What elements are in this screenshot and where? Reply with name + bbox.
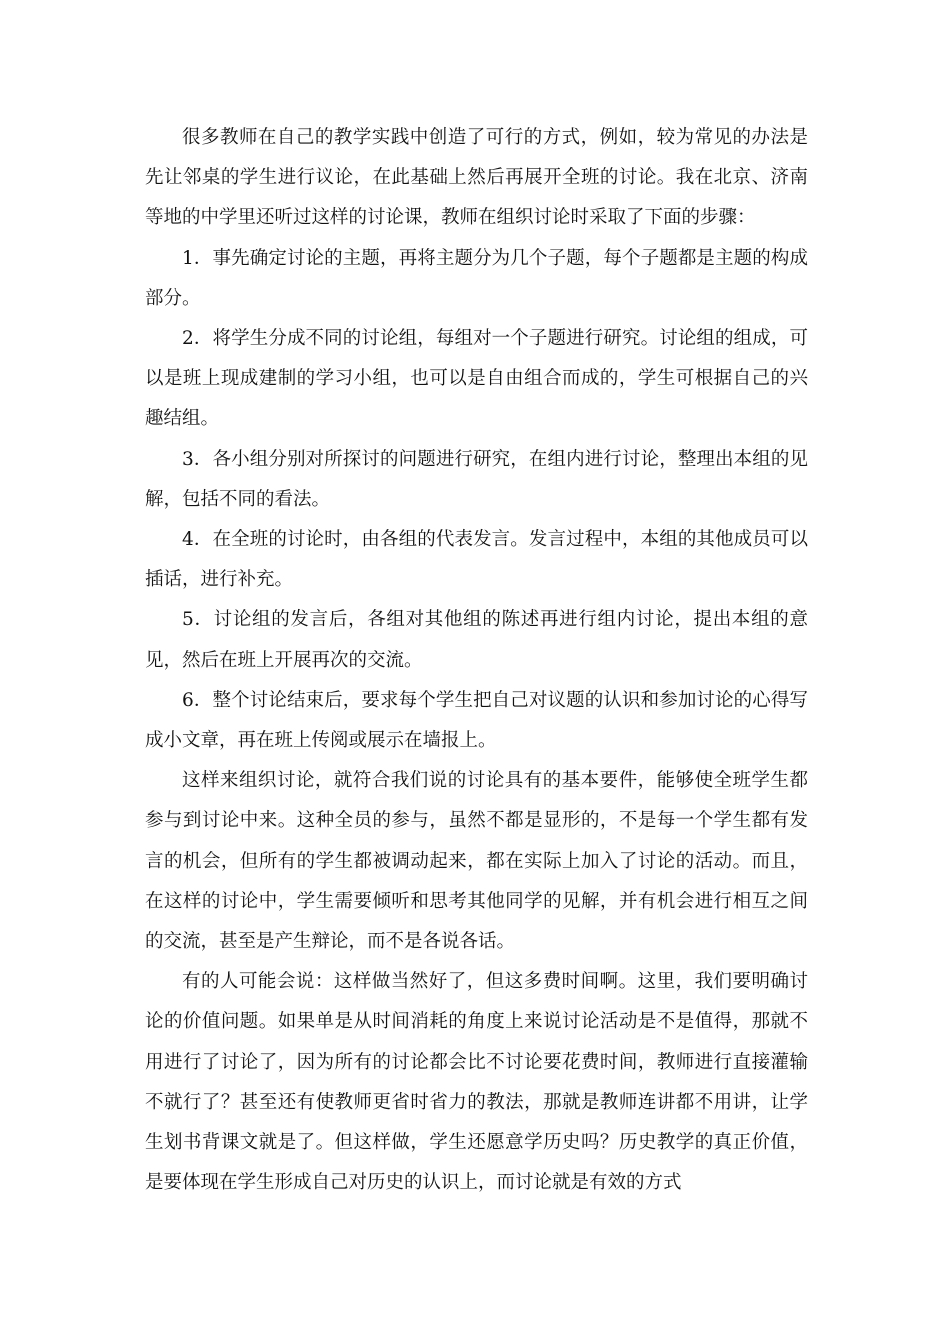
value-paragraph: 有的人可能会说：这样做当然好了，但这多费时间啊。这里，我们要明确讨论的价值问题。如果单是从时间消耗的角度上来说讨论活动是不是值得，那就不用进行了讨论了，因为所有的讨论都会比不讨论要花费时间，教师进行直接灌输不就行了？甚至还有使教师更省时省力的教法，那就是教师连讲都不用讲，让学生划书背课文就是了。但这样做，学生还愿意学历史吗？历史教学的真正价值，是要体现在学生形成自己对历史的认识上，而讨论就是有效的方式: [145, 971, 808, 1194]
step-3-paragraph: 3．各小组分别对所探讨的问题进行研究，在组内进行讨论，整理出本组的见解，包括不同的看法。: [145, 448, 808, 510]
intro-paragraph: 很多教师在自己的教学实践中创造了可行的方式，例如，较为常见的办法是先让邻桌的学生进行议论，在此基础上然后再展开全班的讨论。我在北京、济南等地的中学里还听过这样的讨论课，教师在组织讨论时采取了下面的步骤：: [145, 127, 808, 229]
step-6-paragraph: 6．整个讨论结束后，要求每个学生把自己对议题的认识和参加讨论的心得写成小文章，再在班上传阅或展示在墙报上。: [145, 689, 808, 752]
step-1-paragraph: 1．事先确定讨论的主题，再将主题分为几个子题，每个子题都是主题的构成部分。: [145, 247, 808, 309]
step-5-paragraph: 5．讨论组的发言后，各组对其他组的陈述再进行组内讨论，提出本组的意见，然后在班上开展再次的交流。: [145, 609, 808, 671]
step-2-paragraph: 2．将学生分成不同的讨论组，每组对一个子题进行研究。讨论组的组成，可以是班上现成建制的学习小组，也可以是自由组合而成的，学生可根据自己的兴趣结组。: [145, 328, 808, 430]
document-page: [145, 118, 808, 1203]
analysis-paragraph: 这样来组织讨论，就符合我们说的讨论具有的基本要件，能够使全班学生都参与到讨论中来。这种全员的参与，虽然不都是显形的，不是每一个学生都有发言的机会，但所有的学生都被调动起来，都在实际上加入了讨论的活动。而且，在这样的讨论中，学生需要倾听和思考其他同学的见解，并有机会进行相互之间的交流，甚至是产生辩论，而不是各说各话。: [145, 770, 808, 953]
step-4-paragraph: 4．在全班的讨论时，由各组的代表发言。发言过程中，本组的其他成员可以插话，进行补充。: [145, 529, 808, 591]
